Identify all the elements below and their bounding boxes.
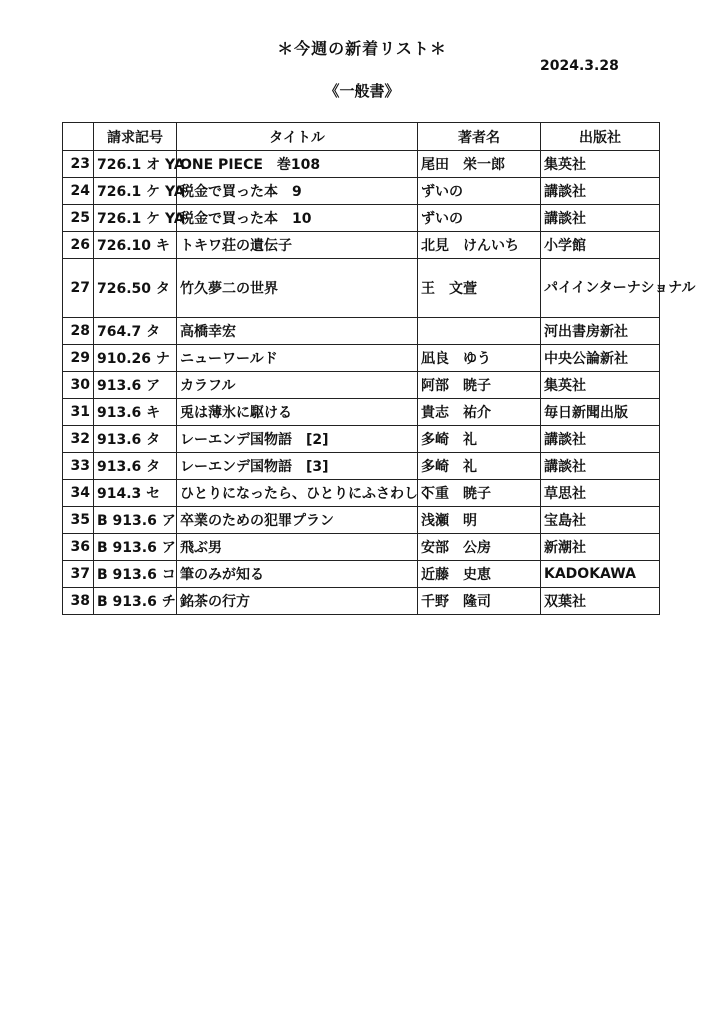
row-number: 36 [63, 534, 94, 561]
call-number: B 913.6 コ [94, 561, 177, 588]
column-header-title: タイトル [177, 123, 418, 151]
table-row [63, 588, 660, 615]
column-header-number [63, 123, 94, 151]
book-title: 飛ぶ男 [177, 534, 418, 561]
call-number: B 913.6 チ [94, 588, 177, 615]
publisher-name: 講談社 [541, 453, 660, 480]
call-number: 726.10 キ [94, 232, 177, 259]
publisher-name: 集英社 [541, 372, 660, 399]
row-number: 29 [63, 345, 94, 372]
column-header-author: 著者名 [418, 123, 541, 151]
author-name: 王 文萱 [418, 259, 541, 318]
table-row [63, 507, 660, 534]
author-name: 安部 公房 [418, 534, 541, 561]
publisher-name: 草思社 [541, 480, 660, 507]
publisher-name: 毎日新聞出版 [541, 399, 660, 426]
call-number: 914.3 セ [94, 480, 177, 507]
book-title: ひとりになったら、ひとりにふさわしく [177, 480, 418, 507]
row-number: 31 [63, 399, 94, 426]
call-number: 726.1 ケ YA [94, 178, 177, 205]
call-number: 913.6 ア [94, 372, 177, 399]
author-name: 千野 隆司 [418, 588, 541, 615]
publisher-name: 集英社 [541, 151, 660, 178]
author-name: ずいの [418, 178, 541, 205]
author-name: 浅瀬 明 [418, 507, 541, 534]
column-header-call-number: 請求記号 [94, 123, 177, 151]
row-number: 26 [63, 232, 94, 259]
book-title: ONE PIECE 巻108 [177, 151, 418, 178]
publisher-name: 小学館 [541, 232, 660, 259]
table-row [63, 318, 660, 345]
author-name: 阿部 暁子 [418, 372, 541, 399]
book-title: レーエンデ国物語 [2] [177, 426, 418, 453]
call-number: B 913.6 ア [94, 507, 177, 534]
author-name: 凪良 ゆう [418, 345, 541, 372]
author-name: 多崎 礼 [418, 453, 541, 480]
call-number: 913.6 タ [94, 426, 177, 453]
table-row [63, 399, 660, 426]
row-number: 24 [63, 178, 94, 205]
category-heading: 《一般書》 [324, 82, 400, 100]
list-date: 2024.3.28 [540, 58, 619, 74]
call-number: B 913.6 ア [94, 534, 177, 561]
new-arrivals-table [62, 122, 696, 615]
publisher-name: 講談社 [541, 426, 660, 453]
row-number: 28 [63, 318, 94, 345]
book-title: 卒業のための犯罪プラン [177, 507, 418, 534]
table-row [63, 345, 660, 372]
book-title: 兎は薄氷に駆ける [177, 399, 418, 426]
publisher-name: KADOKAWA [541, 561, 660, 588]
book-title: 筆のみが知る [177, 561, 418, 588]
publisher-name: 新潮社 [541, 534, 660, 561]
author-name: 北見 けんいち [418, 232, 541, 259]
call-number: 726.50 タ [94, 259, 177, 318]
book-title: 竹久夢二の世界 [177, 259, 418, 318]
book-title: 高橋幸宏 [177, 318, 418, 345]
table-row [63, 453, 660, 480]
author-name [418, 318, 541, 345]
table-row [63, 372, 660, 399]
row-number: 32 [63, 426, 94, 453]
table-row [63, 232, 660, 259]
table-row [63, 534, 660, 561]
author-name: ずいの [418, 205, 541, 232]
publisher-name: 双葉社 [541, 588, 660, 615]
book-title: 税金で買った本 10 [177, 205, 418, 232]
book-title: トキワ荘の遺伝子 [177, 232, 418, 259]
row-number: 35 [63, 507, 94, 534]
row-number: 33 [63, 453, 94, 480]
publisher-name: 講談社 [541, 205, 660, 232]
row-number: 37 [63, 561, 94, 588]
author-name: 下重 暁子 [418, 480, 541, 507]
book-title: ニューワールド [177, 345, 418, 372]
book-title: 銘茶の行方 [177, 588, 418, 615]
book-title: カラフル [177, 372, 418, 399]
author-name: 貴志 祐介 [418, 399, 541, 426]
publisher-name: 中央公論新社 [541, 345, 660, 372]
table-row [63, 205, 660, 232]
author-name: 多崎 礼 [418, 426, 541, 453]
row-number: 25 [63, 205, 94, 232]
row-number: 30 [63, 372, 94, 399]
table-row [63, 480, 660, 507]
call-number: 913.6 タ [94, 453, 177, 480]
call-number: 913.6 キ [94, 399, 177, 426]
table-row [63, 426, 660, 453]
call-number: 910.26 ナ [94, 345, 177, 372]
row-number: 38 [63, 588, 94, 615]
book-title: レーエンデ国物語 [3] [177, 453, 418, 480]
row-number: 23 [63, 151, 94, 178]
row-number: 27 [63, 259, 94, 318]
table-row [63, 151, 660, 178]
publisher-name: 宝島社 [541, 507, 660, 534]
publisher-name: 河出書房新社 [541, 318, 660, 345]
call-number: 726.1 オ YA [94, 151, 177, 178]
row-number: 34 [63, 480, 94, 507]
page-title: ＊今週の新着リスト＊ [277, 39, 447, 58]
table-row [63, 178, 660, 205]
table-row [63, 561, 660, 588]
book-title: 税金で買った本 9 [177, 178, 418, 205]
column-header-publisher: 出版社 [541, 123, 660, 151]
table-row [63, 259, 660, 318]
author-name: 近藤 史恵 [418, 561, 541, 588]
publisher-name: パイインターナショナル [541, 259, 660, 318]
call-number: 726.1 ケ YA [94, 205, 177, 232]
call-number: 764.7 タ [94, 318, 177, 345]
publisher-name: 講談社 [541, 178, 660, 205]
table-header-row [63, 123, 660, 151]
author-name: 尾田 栄一郎 [418, 151, 541, 178]
